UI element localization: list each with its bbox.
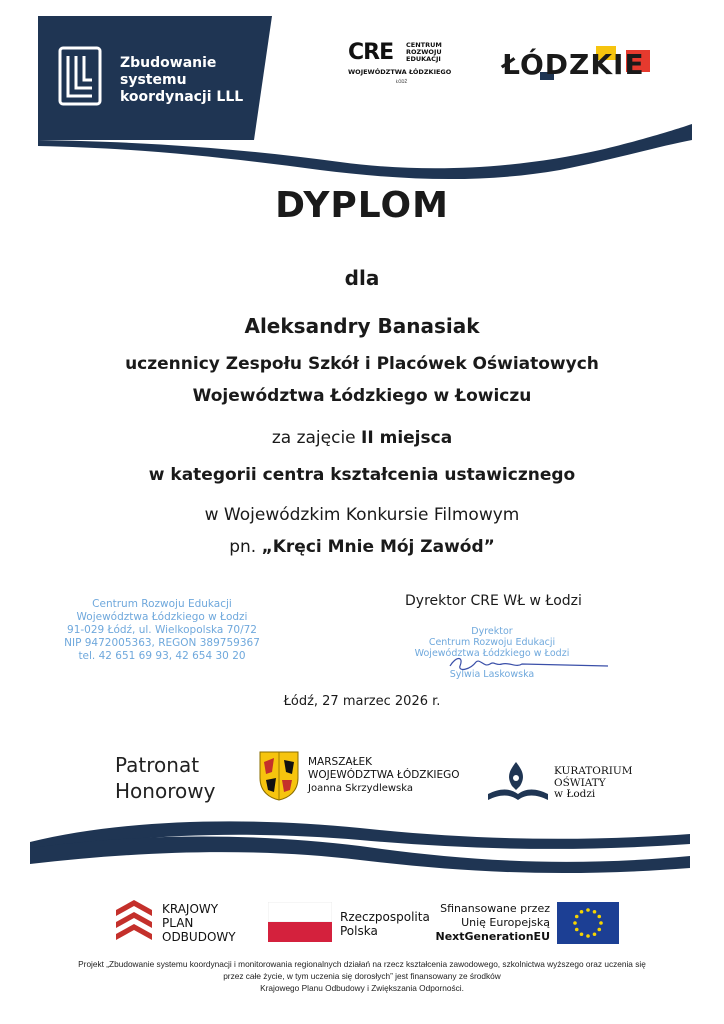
eu-star: [586, 934, 590, 938]
contest-title-line: [0, 537, 724, 557]
diploma-title: DYPLOM: [275, 185, 449, 226]
rp-logo-text: [340, 910, 430, 938]
kuratorium-line3: w Łodzi: [554, 788, 596, 800]
contest-title-prefix: pn.: [229, 537, 262, 557]
marshal-line2: WOJEWÓDZTWA ŁÓDZKIEGO: [308, 769, 460, 781]
kpo-line1: KRAJOWY: [162, 902, 219, 916]
footer-line3: Krajowego Planu Odbudowy i Zwiększania Odporności.: [260, 983, 464, 993]
lll-logo-line3: koordynacji LLL: [120, 89, 244, 105]
patronage-label: [115, 752, 215, 804]
stamp-line4: NIP 9472005363, REGON 389759367: [64, 637, 260, 649]
eu-funding-text: [430, 902, 550, 944]
project-footer: [0, 958, 724, 994]
eu-star: [597, 915, 601, 919]
stamp-line2: Województwa Łódzkiego w Łodzi: [76, 611, 248, 623]
director-stamp-line3: Województwa Łódzkiego w Łodzi: [414, 648, 570, 659]
cre-logo-small-3: EDUKACJI: [406, 55, 441, 63]
kuratorium-line2: OŚWIATY: [554, 776, 606, 789]
book-pen-icon: [486, 760, 550, 802]
cre-logo: [348, 40, 458, 90]
stamp-line3: 91-029 Łódź, ul. Wielkopolska 70/72: [67, 624, 257, 636]
award-category: w kategorii centra kształcenia ustawicznego: [148, 465, 576, 485]
award-place-line: [0, 428, 724, 448]
marshal-line3: Joanna Skrzydlewska: [308, 783, 414, 794]
lll-logo-line2: systemu: [120, 72, 187, 88]
marshal-line1: MARSZAŁEK: [308, 756, 372, 768]
eu-star: [599, 921, 603, 925]
award-place: II miejsca: [361, 428, 453, 448]
contest-name-line: w Wojewódzkim Konkursie Filmowym: [204, 505, 520, 525]
eu-flag-icon: [557, 902, 619, 944]
cre-logo-tiny: ŁÓDŹ: [396, 79, 408, 84]
recipient-name: Aleksandry Banasiak: [244, 314, 480, 338]
header-band: [0, 0, 724, 190]
eu-star: [593, 910, 597, 914]
eu-line1: Sfinansowane przez: [440, 902, 550, 915]
contest-title: „Kręci Mnie Mój Zawód”: [261, 537, 495, 557]
eu-star: [580, 910, 584, 914]
diploma-for: dla: [344, 266, 380, 290]
cre-logo-small-2: ROZWOJU: [406, 48, 442, 56]
eu-star: [575, 928, 579, 932]
lll-logo-line1: Zbudowanie: [120, 55, 217, 71]
eu-star: [597, 928, 601, 932]
recipient-school-line1: uczennicy Zespołu Szkół i Placówek Oświatowych: [125, 354, 599, 374]
director-stamp-name: Sylwia Laskowska: [449, 669, 535, 680]
voivodeship-crest-icon: [258, 750, 300, 802]
rp-line2: Polska: [340, 924, 378, 938]
poland-flag-icon: [268, 902, 332, 942]
eu-star: [580, 932, 584, 936]
eu-star: [573, 921, 577, 925]
cre-logo-mark: CRE: [348, 40, 394, 65]
eu-star: [593, 932, 597, 936]
footer-line2: przez całe życie, w tym uczenia się dorosłych” jest finansowany ze środków: [223, 971, 501, 981]
cre-logo-sub: WOJEWÓDZTWA ŁÓDZKIEGO: [348, 68, 452, 76]
patronage-line2: Honorowy: [115, 779, 216, 803]
kpo-line3: ODBUDOWY: [162, 930, 236, 944]
kpo-logo-text: [162, 902, 236, 944]
cre-logo-small-1: CENTRUM: [406, 41, 442, 49]
lodzkie-logo: [500, 42, 660, 82]
lodzkie-logo-text: ŁÓDZKIE: [502, 48, 645, 81]
director-title: Dyrektor CRE WŁ w Łodzi: [405, 593, 582, 609]
director-stamp-line2: Centrum Rozwoju Edukacji: [428, 637, 556, 648]
issue-date: Łódź, 27 marzec 2026 r.: [283, 694, 441, 709]
institution-stamp: [62, 598, 262, 663]
recipient-school-line2: Województwa Łódzkiego w Łowiczu: [192, 386, 532, 406]
kuratorium-logo-text: [554, 766, 633, 801]
patronage-line1: Patronat: [115, 753, 200, 777]
eu-star: [575, 915, 579, 919]
kpo-logo-icon: [114, 898, 154, 944]
signature-scribble: [430, 652, 610, 680]
eu-line2: Unię Europejską: [461, 916, 550, 929]
lll-logo-text: [120, 55, 243, 106]
director-stamp-line1: Dyrektor: [471, 626, 513, 637]
eu-star: [586, 908, 590, 912]
kpo-line2: PLAN: [162, 916, 194, 930]
footer-line1: Projekt „Zbudowanie systemu koordynacji i monitorowania regionalnych działań na rzecz kształcenia zawodowego, szkolnictwa wyższego oraz uczenia się: [78, 959, 646, 969]
eu-line3: NextGenerationEU: [435, 930, 550, 943]
marshal-logo-text: [308, 756, 460, 795]
award-place-prefix: za zajęcie: [271, 428, 362, 448]
stamp-line1: Centrum Rozwoju Edukacji: [92, 598, 232, 610]
stamp-line5: tel. 42 651 69 93, 42 654 30 20: [78, 650, 246, 662]
cre-logo-small: [406, 42, 442, 63]
rp-line1: Rzeczpospolita: [340, 910, 430, 924]
kuratorium-line1: KURATORIUM: [554, 765, 633, 777]
footer-wave: [0, 812, 724, 882]
